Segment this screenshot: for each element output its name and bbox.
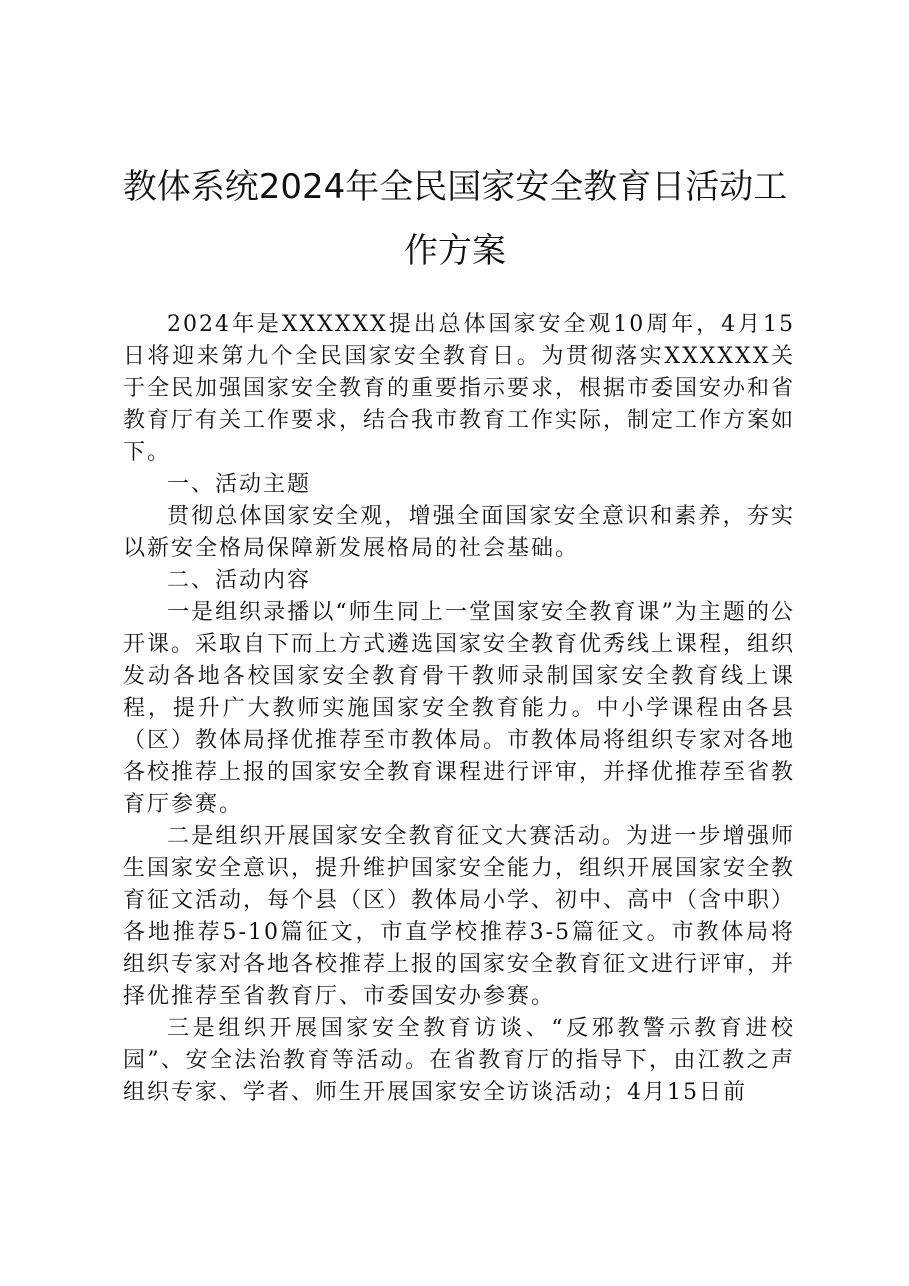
- intro-paragraph: 2024年是XXXXXX提出总体国家安全观10周年，4月15日将迎来第九个全民国家安全教育日。为贯彻落实XXXXXX关于全民加强国家安全教育的重要指示要求，根据市委国安办和省教育厅有关工作要求，结合我市教育工作实际，制定工作方案如下。: [123, 312, 796, 465]
- section-heading-theme: 一、活动主题: [167, 472, 312, 497]
- content-item-1: 一是组织录播以“师生同上一堂国家安全教育课”为主题的公开课。采取自下而上方式遴选国家安全教育优秀线上课程，组织发动各地各校国家安全教育骨干教师录制国家安全教育线上课程，提升广大教师实施国家安全教育能力。中小学课程由各县（区）教体局择优推荐至市教体局。市教体局将组织专家对各地各校推荐上报的国家安全教育课程进行评审，并择优推荐至省教育厅参赛。: [123, 600, 796, 817]
- document-body: [123, 309, 795, 1109]
- theme-paragraph: 贯彻总体国家安全观，增强全面国家安全意识和素养，夯实以新安全格局保障新发展格局的社会基础。: [123, 504, 795, 561]
- section-heading-content: 二、活动内容: [167, 568, 312, 593]
- content-item-3: 三是组织开展国家安全教育访谈、“反邪教警示教育进校园”、安全法治教育等活动。在省教育厅的指导下，由江教之声组织专家、学者、师生开展国家安全访谈活动；4月15日前: [123, 1016, 795, 1105]
- content-item-2: 二是组织开展国家安全教育征文大赛活动。为进一步增强师生国家安全意识，提升维护国家安全能力，组织开展国家安全教育征文活动，每个县（区）教体局小学、初中、高中（含中职）各地推荐5-10篇征文，市直学校推荐3-5篇征文。市教体局将组织专家对各地各校推荐上报的国家安全教育征文进行评审，并择优推荐至省教育厅、市委国安办参赛。: [123, 824, 796, 1009]
- document-title: 教体系统2024年全民国家安全教育日活动工作方案: [122, 167, 788, 271]
